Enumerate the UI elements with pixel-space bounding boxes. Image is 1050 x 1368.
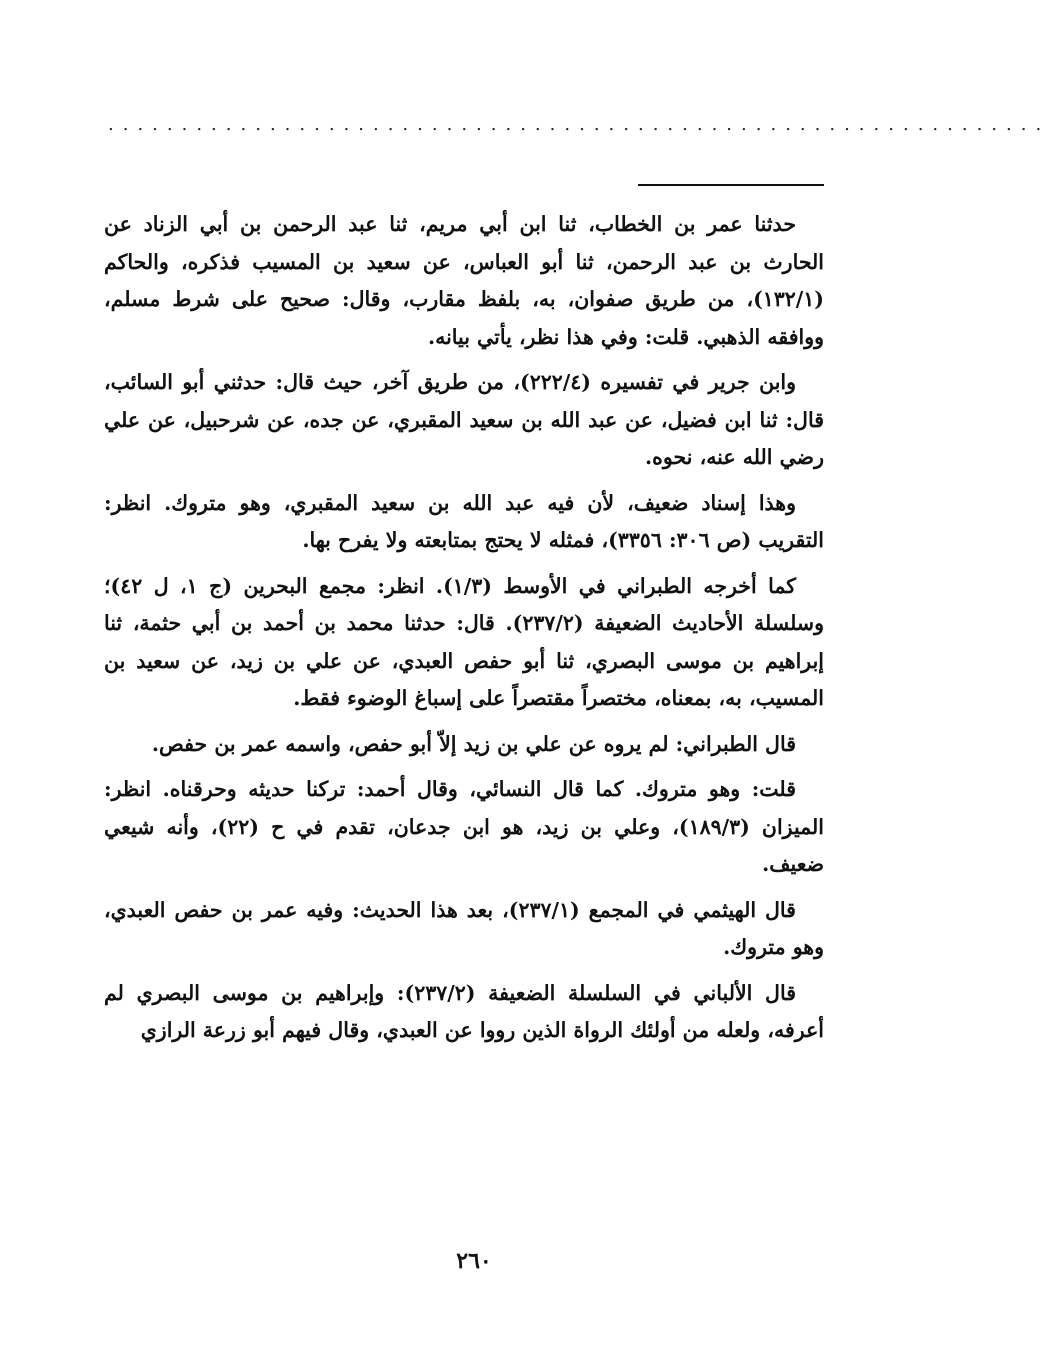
- paragraph-1: حدثنا عمر بن الخطاب، ثنا ابن أبي مريم، ثنا عبد الرحمن بن أبي الزناد عن الحارث بن عبد الرحمن، ثنا أبو العباس، عن سعيد بن المسيب فذكره، والحاكم (١٣٢/١)، من طريق صفوان، به، بلفظ مقارب، وقال: صحيح على شرط مسلم، ووافقه الذهبي. قلت: وفي هذا نظر، يأتي بيانه.: [104, 212, 824, 349]
- footnote-separator-rule: [638, 184, 824, 186]
- paragraph-6: قلت: وهو متروك. كما قال النسائي، وقال أحمد: تركنا حديثه وحرقناه. انظر: الميزان (١٨٩/٣)، وعلي بن زيد، هو ابن جدعان، تقدم في ح (٢٢)، وأنه شيعي ضعيف.: [104, 777, 824, 876]
- paragraph-8: قال الألباني في السلسلة الضعيفة (٢٣٧/٢): وإبراهيم بن موسى البصري لم أعرفه، ولعله من أولئك الرواة الذين رووا عن العبدي، وقال فيهم أبو زرعة الرازي: [104, 980, 824, 1042]
- paragraph-7: قال الهيثمي في المجمع (٢٣٧/١)، بعد هذا الحديث: وفيه عمر بن حفص العبدي، وهو متروك.: [104, 897, 824, 959]
- paragraph-5: قال الطبراني: لم يروه عن علي بن زيد إلاّ أبو حفص، واسمه عمر بن حفص.: [151, 731, 796, 756]
- paragraph-4: كما أخرجه الطبراني في الأوسط (١/٣). انظر: مجمع البحرين (ج ١، ل ٤٢)؛ وسلسلة الأحاديث الضعيفة (٢٣٧/٢). قال: حدثنا محمد بن أحمد بن أبي حثمة، ثنا إبراهيم بن موسى البصري، ثنا أبو حفص العبدي، عن علي بن زيد، عن سعيد بن المسيب، به، بمعناه، مختصراً مقتصراً على إسباغ الوضوء فقط.: [104, 573, 824, 710]
- paragraph-2: وابن جرير في تفسيره (٢٢٢/٤)، من طريق آخر، حيث قال: حدثني أبو السائب، قال: ثنا ابن فضيل، عن عبد الله بن سعيد المقبري، عن جده، عن شرحبيل، عن علي رضي الله عنه، نحوه.: [104, 370, 824, 469]
- paragraph-3: وهذا إسناد ضعيف، لأن فيه عبد الله بن سعيد المقبري، وهو متروك. انظر: التقريب (ص ٣٠٦: ٣٣٥٦)، فمثله لا يحتج بمتابعته ولا يفرح بها.: [104, 490, 824, 552]
- footnote-text: [104, 206, 824, 1058]
- header-dotted-line: ................................................................: [108, 114, 1050, 135]
- page-number: ٢٦٠: [456, 1248, 492, 1274]
